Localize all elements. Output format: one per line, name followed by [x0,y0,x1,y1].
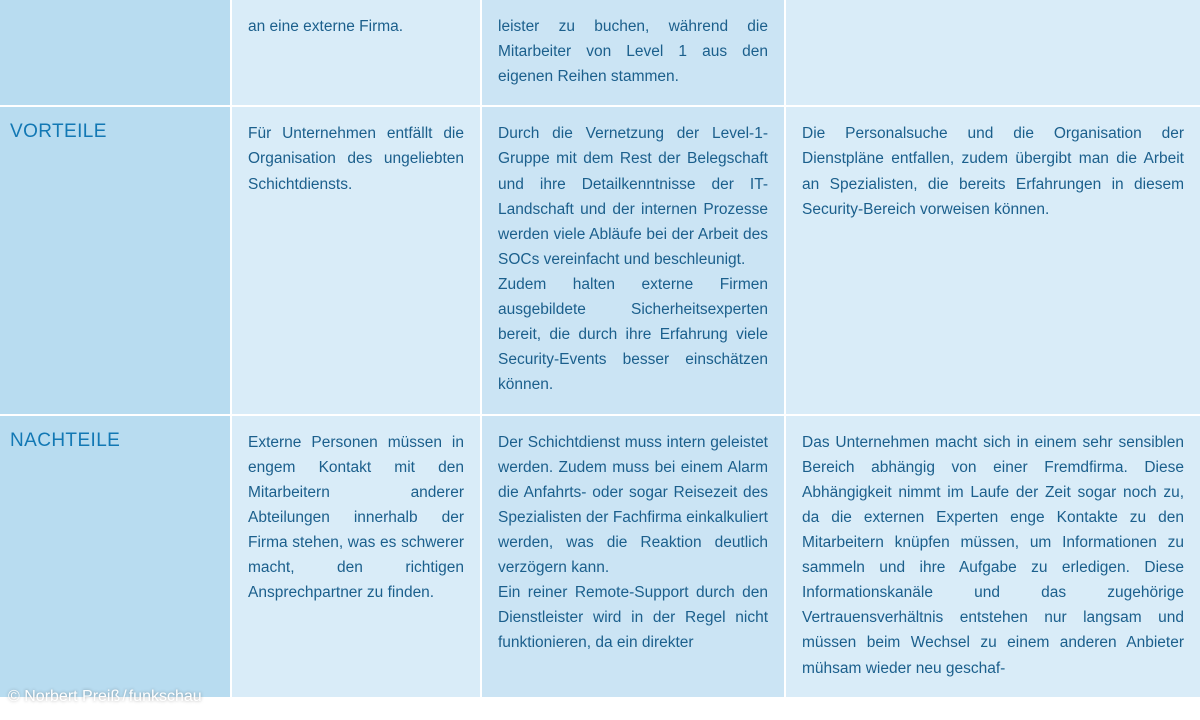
cell-external [785,0,1200,106]
row-label: NACHTEILE [10,429,121,451]
cell-text: an eine externe Firma. [248,18,404,35]
table-row [0,0,1200,106]
cell-external [785,106,1200,414]
row-label-cell-nachteile [0,415,231,697]
cell-external [785,415,1200,697]
cell-text: Der Schichtdienst muss intern geleistet werden. Zudem muss bei einem Alarm die Anfahrts- oder sogar Reisezeit des Spezialisten der Fachfirma einkalkuliert werden, was die Reaktion deutlich verzögern kann. Ein reiner Remote-Support durch den Dienstleister wird in der Regel nicht funktionieren, da ein direkter [498,433,768,652]
cell-text: Die Personalsuche und die Organisation der Dienstpläne entfallen, zudem übergibt man die Arbeit an Spezialisten, die bereits Erfahrungen in diesem Security-Bereich vorweisen können. [802,125,1184,218]
table-row [0,106,1200,414]
cell-internal [231,106,481,414]
cell-internal [231,0,481,106]
credit-source: funkschau [128,687,202,705]
cell-text: Das Unternehmen macht sich in einem sehr sensiblen Bereich abhängig von einer Fremdfirma. Diese Abhängigkeit nimmt im Laufe der Zeit sogar noch zu, da die externen Experten enge Kontakte zu den Mitarbeitern knüpfen müssen, um Informationen zu sammeln und ihre Aufgabe zu erledigen. Diese Informationskanäle und das zugehörige Vertrauensverhältnis entstehen nur langsam und müssen beim Wechsel zu einem anderen Anbieter mühsam wieder neu geschaf- [802,433,1184,677]
image-credit [8,687,202,706]
cell-text: Durch die Vernetzung der Level-1-Gruppe mit dem Rest der Belegschaft und ihre Detailkenntnisse der IT-Landschaft und der internen Prozesse werden viele Abläufe bei der Arbeit des SOCs vereinfacht und beschleunigt. Zudem halten externe Firmen ausgebildete Sicherheitsexperten bereit, die durch ihre Erfahrung viele Security-Events besser einschätzen können. [498,125,768,394]
row-label-cell [0,0,231,106]
row-label: VORTEILE [10,121,107,143]
cell-text: Externe Personen müssen in engem Kontakt mit den Mitarbeitern anderer Abteilungen innerhalb der Firma stehen, was es schwerer macht, den richtigen Ansprechpartner zu finden. [248,433,464,602]
cell-text: leister zu buchen, während die Mitarbeiter von Level 1 aus den eigenen Reihen stammen. [498,18,768,86]
credit-separator: / [122,687,127,705]
cell-text: Für Unternehmen entfällt die Organisation des ungeliebten Schichtdiensts. [248,125,464,193]
cell-internal [231,415,481,697]
table-row [0,415,1200,697]
row-label-cell-vorteile [0,106,231,414]
cell-hybrid [481,415,785,697]
cell-hybrid [481,0,785,106]
cell-hybrid [481,106,785,414]
credit-author: © Norbert Preiß [8,687,121,705]
